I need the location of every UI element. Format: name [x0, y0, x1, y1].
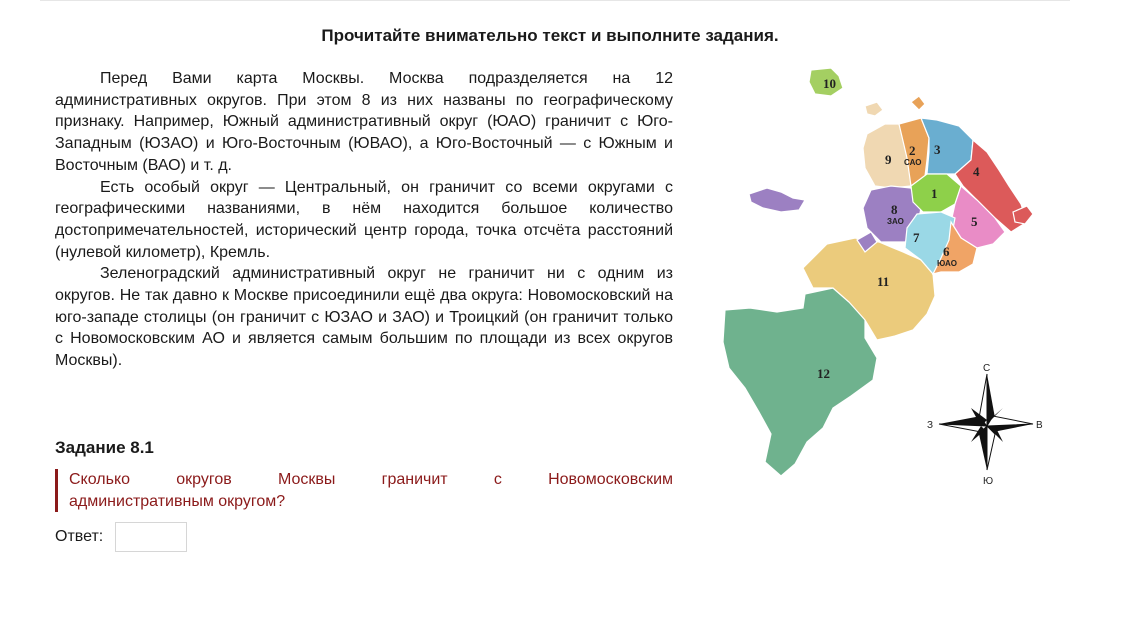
district-3-label: 3	[934, 142, 941, 157]
compass-star-icon	[939, 374, 1033, 470]
top-divider	[40, 0, 1070, 1]
question-line-2: административным округом?	[69, 492, 286, 510]
district-2-label: 2	[909, 143, 916, 158]
paragraph-2: Есть особый округ — Центральный, он граничит со всеми округами с географическими названиями, в нём находится большое количество достопримечательностей, исторический центр города, точка отсчёта расстояний (нулевой километр), Кремль.	[55, 178, 673, 261]
district-6-abbr: ЮАО	[937, 259, 957, 268]
district-8-enclave-1	[749, 188, 805, 212]
compass-west-label: З	[927, 420, 934, 431]
district-10-label: 10	[823, 76, 836, 91]
district-2-enclave	[911, 96, 925, 110]
page-title: Прочитайте внимательно текст и выполните задания.	[321, 26, 779, 45]
district-11-label: 11	[877, 274, 890, 289]
task-heading: Задание 8.1	[55, 438, 154, 457]
district-6-label: 6	[943, 244, 950, 259]
reading-text	[55, 68, 673, 372]
compass-south-label: Ю	[983, 476, 994, 487]
district-8-label: 8	[891, 202, 898, 217]
answer-input[interactable]	[115, 522, 187, 552]
district-5-label: 5	[971, 214, 978, 229]
compass-east-label: В	[1036, 420, 1043, 431]
district-12-shape	[723, 288, 877, 476]
district-8-abbr: ЗАО	[887, 217, 904, 226]
district-7-label: 7	[913, 230, 920, 245]
answer-label: Ответ:	[55, 528, 104, 545]
district-2-abbr: САО	[904, 158, 922, 167]
district-12-label: 12	[817, 366, 830, 381]
district-9-enclave	[865, 102, 883, 116]
compass-rose	[925, 360, 1055, 490]
question-line-1: Сколько округов Москвы граничит с Новомосковским	[69, 471, 673, 488]
district-9-label: 9	[885, 152, 892, 167]
task-question	[55, 469, 673, 512]
compass-north-label: С	[983, 363, 991, 374]
paragraph-3: Зеленоградский административный округ не граничит ни с одним из округов. Не так давно к Москве присоединили ещё два округа: Новомосковский на юго-западе столицы (он граничит с ЮЗАО и ЗАО) и Троицкий (он граничит только с Новомосковским АО и является самым большим по площади из всех округов Москвы).	[55, 265, 673, 370]
district-1-label: 1	[931, 186, 938, 201]
paragraph-1: Перед Вами карта Москвы. Москва подразделяется на 12 административных округов. При этом 8 из них названы по географическому признаку. Например, Южный административный округ (ЮАО) граничит с Юго-Западным (ЮЗАО) и Юго-Восточным (ЮВАО), а Юго-Восточный — с Южным и Восточным (ВАО) и т. д.	[55, 70, 673, 174]
district-4-label: 4	[973, 164, 980, 179]
